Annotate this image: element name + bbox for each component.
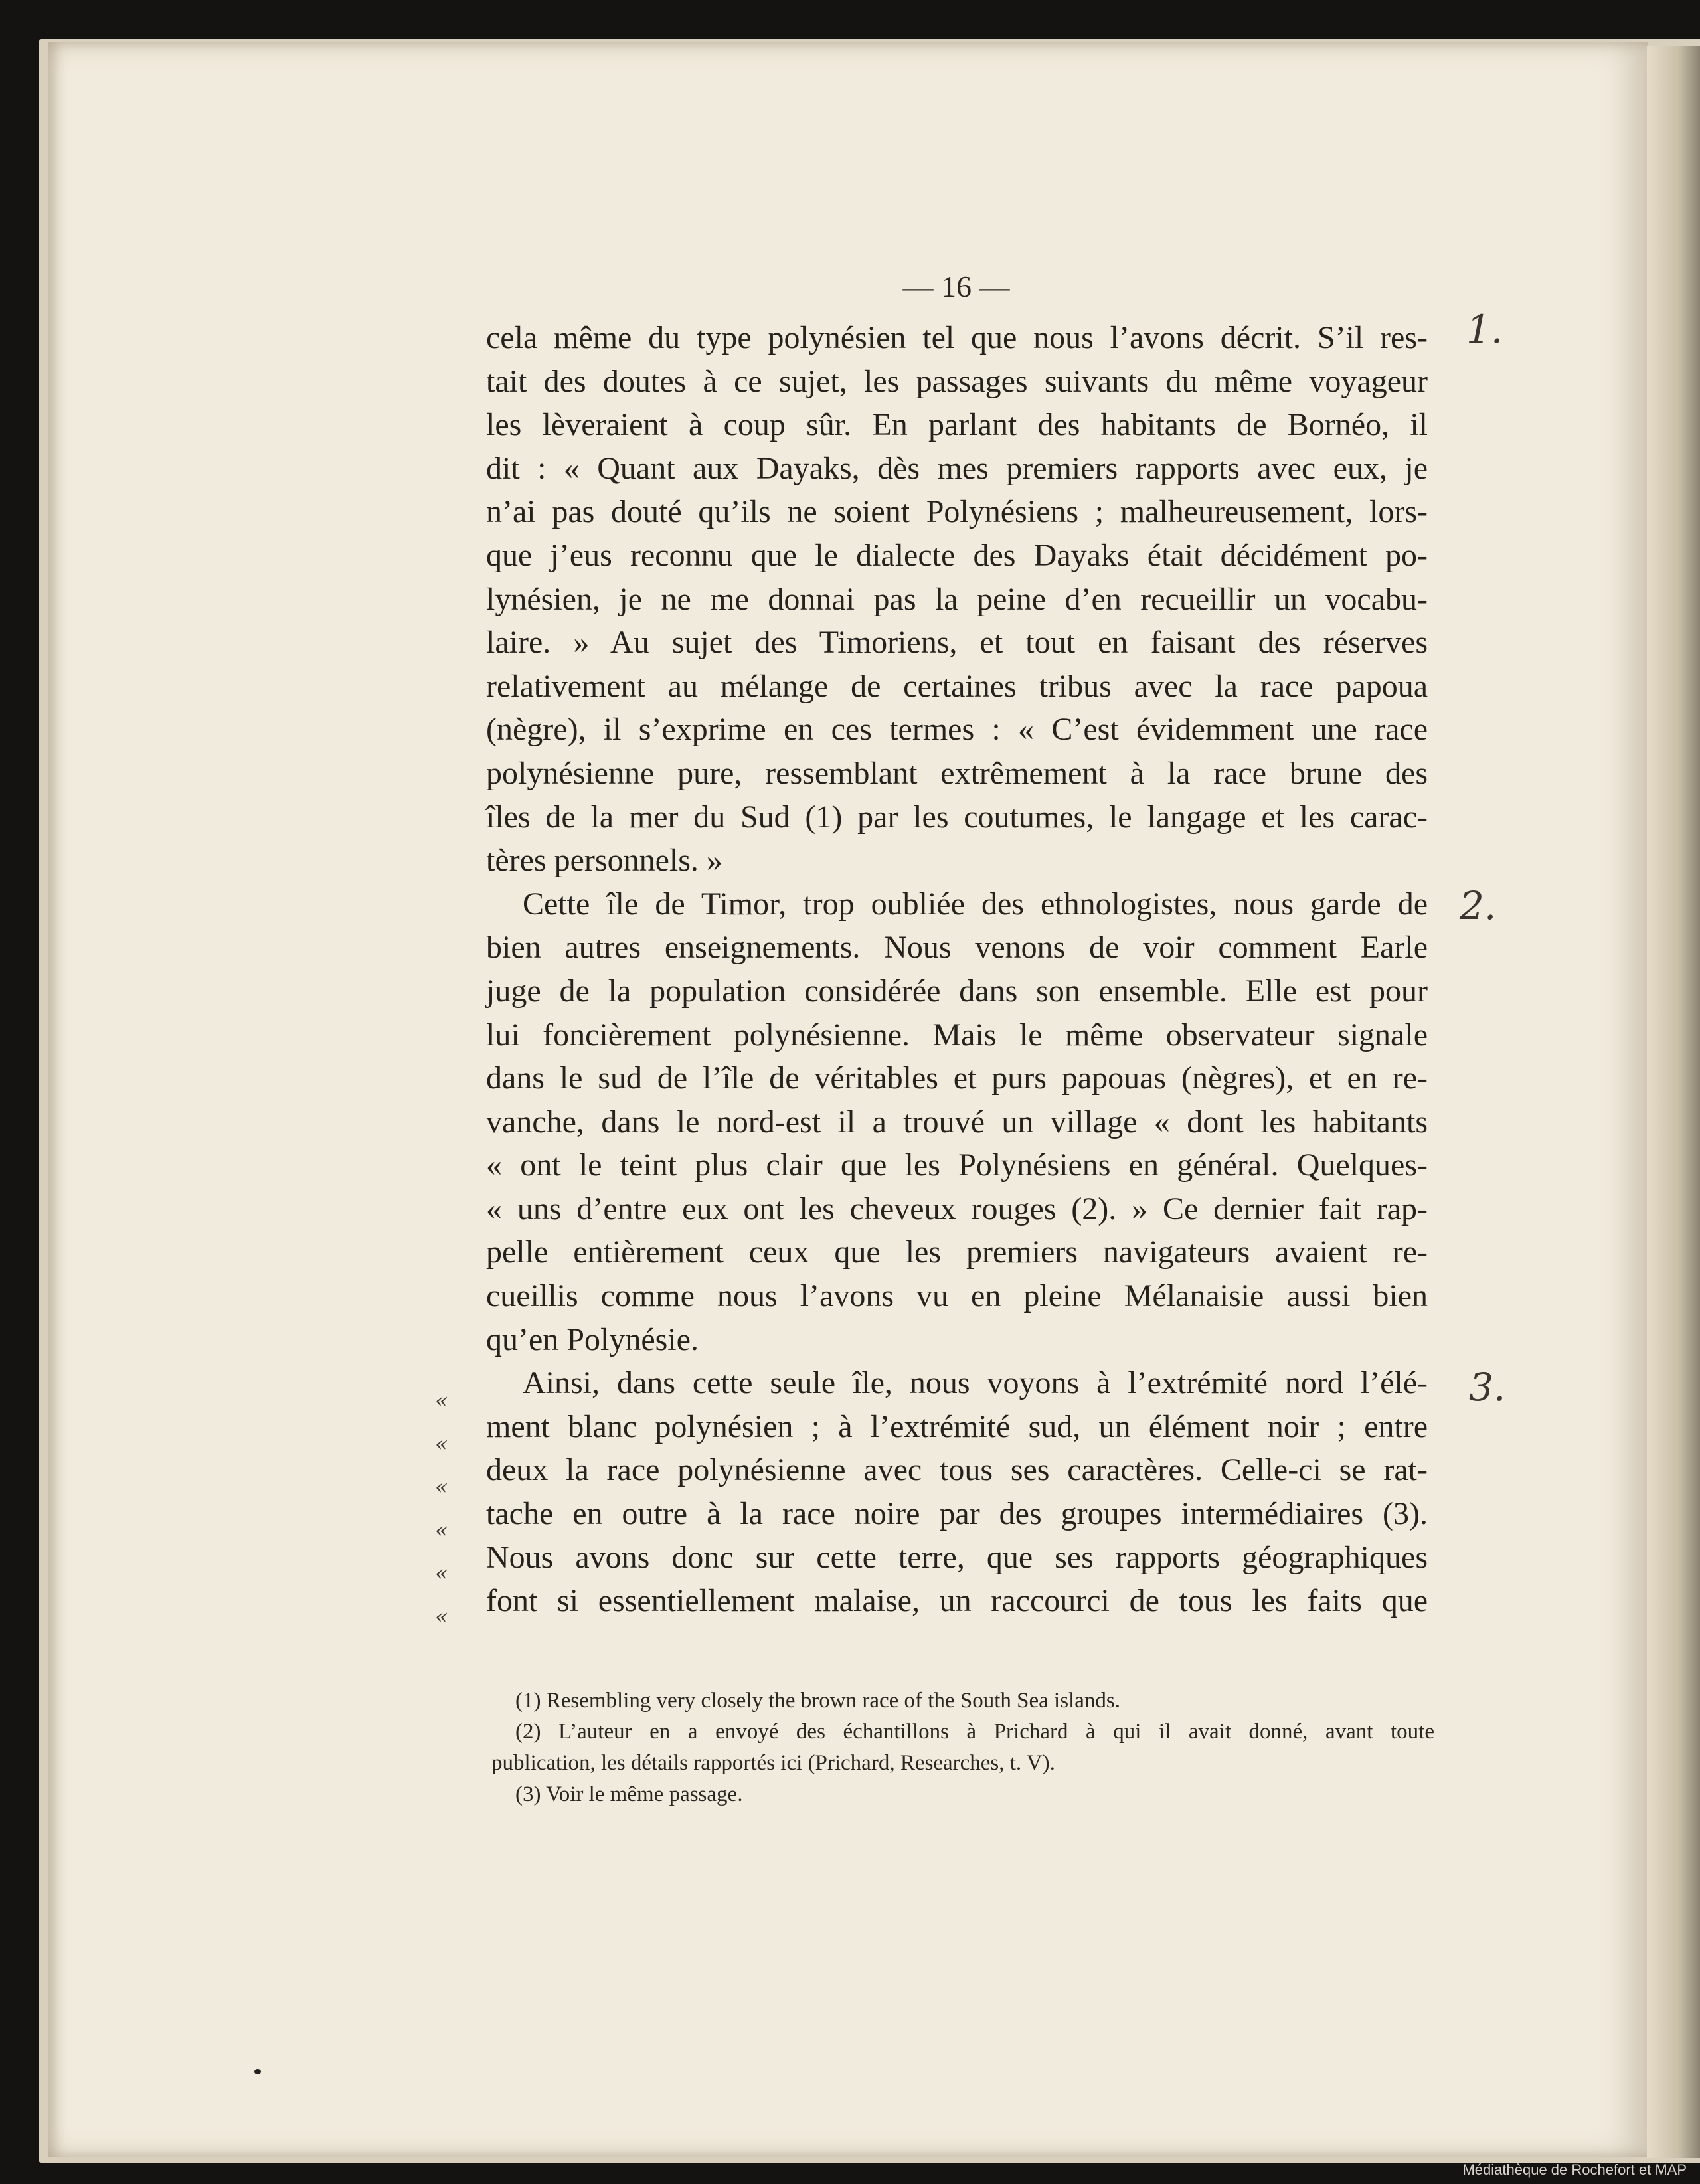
ink-spot	[254, 2069, 261, 2074]
margin-quote: «	[435, 1431, 448, 1456]
text-line: bien autres enseignements. Nous venons de voir comment Earle	[486, 930, 1428, 966]
margin-note: 2.	[1460, 883, 1497, 928]
text-line: dit : « Quant aux Dayaks, dès mes premiers rapports avec eux, je	[486, 450, 1428, 486]
text-line: relativement au mélange de certaines tribus avec la race papoua	[486, 668, 1428, 704]
footnotes	[491, 1685, 1434, 1810]
text-line: juge de la population considérée dans son ensemble. Elle est pour	[486, 973, 1428, 1009]
text-line: n’ai pas douté qu’ils ne soient Polynésiens ; malheureusement, lors-	[486, 494, 1428, 530]
text-line: lui foncièrement polynésienne. Mais le même observateur signale	[486, 1017, 1428, 1052]
margin-note: 1.	[1466, 307, 1503, 352]
text-line: pelle entièrement ceux que les premiers navigateurs avaient re-	[486, 1234, 1428, 1270]
footnote: publication, les détails rapportés ici (Prichard, Researches, t. V).	[491, 1751, 1055, 1775]
text-line: tères personnels. »	[486, 843, 722, 879]
text-line: font si essentiellement malaise, un raccourci de tous les faits que	[486, 1583, 1428, 1619]
margin-quote: «	[435, 1474, 448, 1499]
text-line: lynésien, je ne me donnai pas la peine d’en recueillir un vocabu-	[486, 581, 1428, 617]
text-line: tache en outre à la race noire par des groupes intermédiaires (3).	[486, 1496, 1428, 1532]
page-curl	[1647, 46, 1700, 2158]
margin-quote: «	[435, 1517, 448, 1543]
footnote: (1) Resembling very closely the brown race of the South Sea islands.	[515, 1689, 1120, 1713]
text-line: deux la race polynésienne avec tous ses caractères. Celle-ci se rat-	[486, 1452, 1428, 1488]
text-line: cela même du type polynésien tel que nous l’avons décrit. S’il res-	[486, 320, 1428, 355]
text-line: Ainsi, dans cette seule île, nous voyons à l’extrémité nord l’élé-	[523, 1365, 1428, 1401]
text-line: polynésienne pure, ressemblant extrêmement à la race brune des	[486, 755, 1428, 791]
text-line: cueillis comme nous l’avons vu en pleine Mélanaisie aussi bien	[486, 1278, 1428, 1314]
text-line: « uns d’entre eux ont les cheveux rouges (2). » Ce dernier fait rap-	[486, 1191, 1428, 1226]
text-line: îles de la mer du Sud (1) par les coutumes, le langage et les carac-	[486, 799, 1428, 835]
text-line: « ont le teint plus clair que les Polynésiens en général. Quelques-	[486, 1147, 1428, 1183]
margin-quote: «	[435, 1560, 448, 1586]
text-line: que j’eus reconnu que le dialecte des Dayaks était décidément po-	[486, 537, 1428, 573]
body-text	[486, 316, 1428, 1623]
text-line: ment blanc polynésien ; à l’extrémité sud, un élément noir ; entre	[486, 1408, 1428, 1444]
text-line: Nous avons donc sur cette terre, que ses rapports géographiques	[486, 1539, 1428, 1575]
footnote: (2) L’auteur en a envoyé des échantillons à Prichard à qui il avait donné, avant toute	[515, 1720, 1434, 1744]
text-line: (nègre), il s’exprime en ces termes : « C’est évidemment une race	[486, 712, 1428, 748]
page-number: — 16 —	[902, 270, 1010, 303]
margin-quote: «	[435, 1604, 448, 1629]
margin-quote: «	[435, 1388, 448, 1413]
text-line: tait des doutes à ce sujet, les passages suivants du même voyageur	[486, 363, 1428, 399]
footnote: (3) Voir le même passage.	[515, 1782, 743, 1806]
text-line: Cette île de Timor, trop oubliée des ethnologistes, nous garde de	[523, 886, 1428, 922]
margin-note: 3.	[1469, 1365, 1506, 1410]
credit-watermark: Médiathèque de Rochefort et MAP	[1462, 2161, 1687, 2178]
text-line: dans le sud de l’île de véritables et purs papouas (nègres), et en re-	[486, 1060, 1428, 1096]
text-line: qu’en Polynésie.	[486, 1321, 699, 1357]
text-line: les lèveraient à coup sûr. En parlant des habitants de Bornéo, il	[486, 407, 1428, 443]
text-line: laire. » Au sujet des Timoriens, et tout en faisant des réserves	[486, 625, 1428, 661]
text-line: vanche, dans le nord-est il a trouvé un village « dont les habitants	[486, 1104, 1428, 1139]
